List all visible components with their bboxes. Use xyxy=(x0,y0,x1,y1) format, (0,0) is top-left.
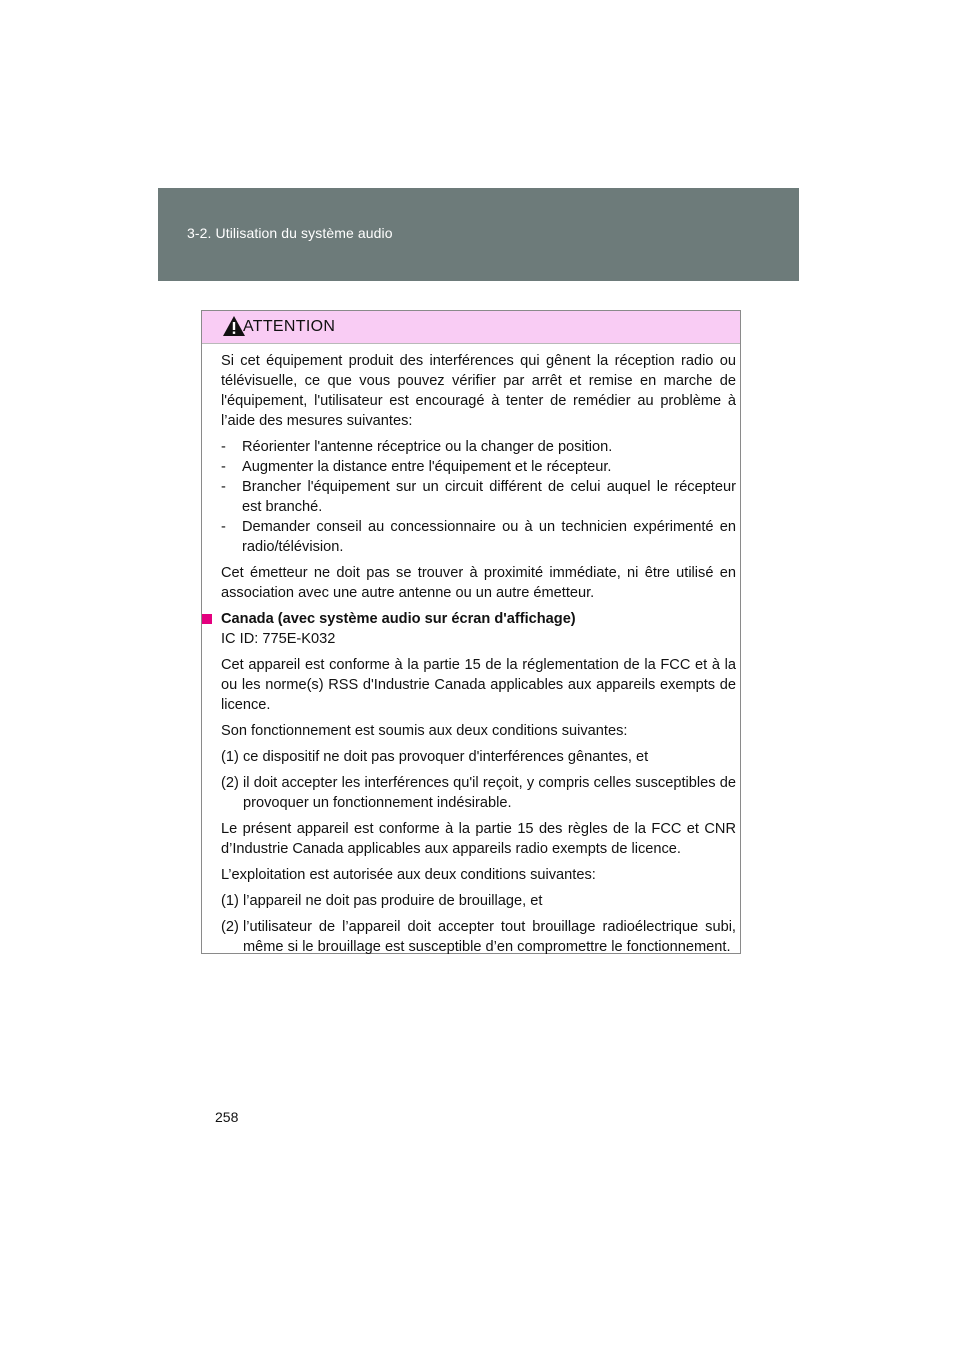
canada-title: Canada (avec système audio sur écran d'affichage) xyxy=(221,611,576,627)
list-item: (2) l’utilisateur de l’appareil doit accepter tout brouillage radioélectrique subi, même si le brouillage est susceptible d’en compromettre le fonctionnement. xyxy=(221,919,736,955)
compliance-paragraph: Cet appareil est conforme à la partie 15 de la réglementation de la FCC et à la ou les norme(s) RSS d'Industrie Canada applicables aux appareils exempts de licence. xyxy=(221,657,736,713)
section-title: 3-2. Utilisation du système audio xyxy=(187,225,393,241)
list-item: (1) ce dispositif ne doit pas provoquer d'interférences gênantes, et xyxy=(221,749,649,765)
page-number: 258 xyxy=(215,1109,239,1125)
exploitation-intro: L’exploitation est autorisée aux deux conditions suivantes: xyxy=(221,867,596,883)
measures-list xyxy=(221,437,736,557)
list-item: - Demander conseil au concessionnaire ou à un technicien expérimenté en radio/télévision. xyxy=(221,519,736,555)
intro-paragraph: Si cet équipement produit des interférences qui gênent la réception radio ou télévisuelle, ce que vous pouvez vérifier par arrêt et remise en marche de l'équipement, l'utilisateur est encouragé à tenter de remédier au problème à l’aide des mesures suivantes: xyxy=(221,353,736,429)
ic-id: IC ID: 775E-K032 xyxy=(221,631,336,647)
section-header xyxy=(158,188,799,281)
list-item: - Augmenter la distance entre l'équipement et le récepteur. xyxy=(221,459,612,475)
warning-header xyxy=(202,311,740,344)
conditions-intro: Son fonctionnement est soumis aux deux conditions suivantes: xyxy=(221,723,628,739)
compliance-fr-paragraph: Le présent appareil est conforme à la partie 15 des règles de la FCC et CNR d’Industrie Canada applicables aux appareils radio exempts de licence. xyxy=(221,821,736,857)
list-item: (1) l’appareil ne doit pas produire de brouillage, et xyxy=(221,893,543,909)
section-marker-icon xyxy=(202,614,212,624)
warning-content xyxy=(221,351,736,963)
warning-box xyxy=(201,310,741,954)
list-item: (2) il doit accepter les interférences qu'il reçoit, y compris celles susceptibles de provoquer un fonctionnement indésirable. xyxy=(221,775,736,811)
list-item: - Brancher l'équipement sur un circuit différent de celui auquel le récepteur est branché. xyxy=(221,479,736,515)
list-item: - Réorienter l'antenne réceptrice ou la changer de position. xyxy=(221,439,613,455)
warning-title: ATTENTION xyxy=(243,318,336,335)
transmitter-note: Cet émetteur ne doit pas se trouver à proximité immédiate, ni être utilisé en association avec une autre antenne ou un autre émetteur. xyxy=(221,565,736,601)
canada-section xyxy=(221,609,736,649)
